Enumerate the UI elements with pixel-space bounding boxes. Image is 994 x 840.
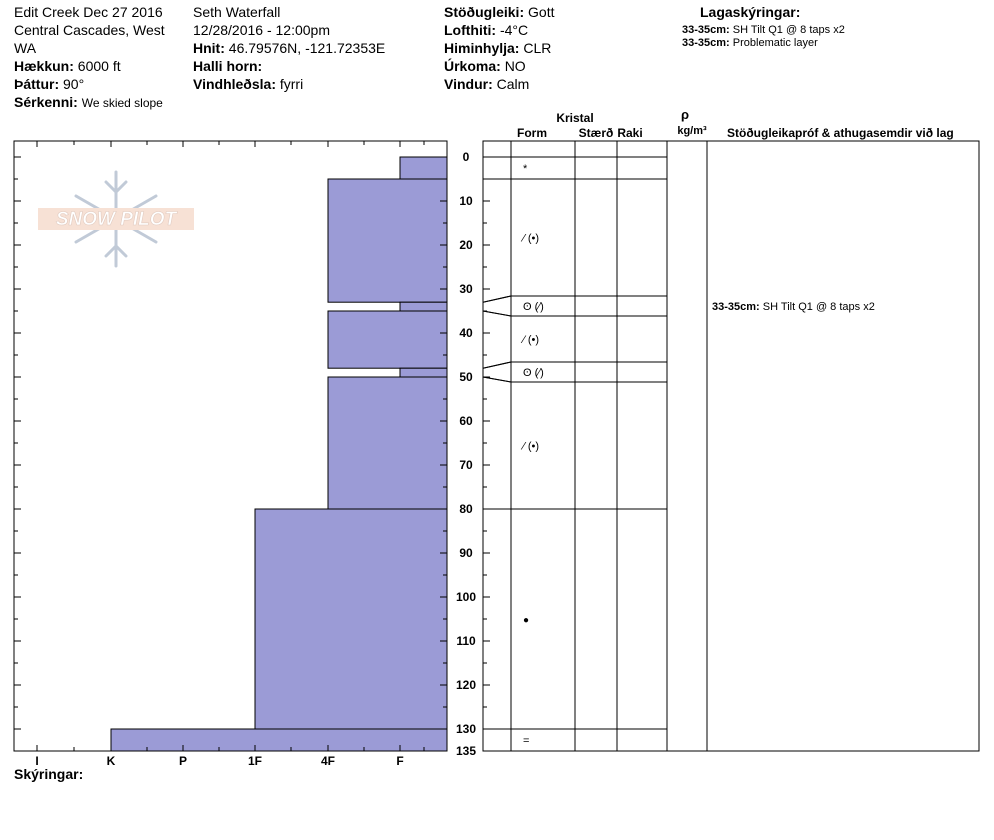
specifics-value: We skied slope bbox=[81, 96, 163, 110]
hardness-bar bbox=[400, 302, 447, 311]
elevation-value: 6000 ft bbox=[77, 58, 121, 74]
elevation-label: Hækkun: bbox=[14, 58, 74, 74]
layer-comment bbox=[712, 301, 875, 313]
air-temp-label: Lofthiti: bbox=[444, 22, 497, 38]
hardness-bar bbox=[328, 311, 447, 368]
hardness-bars bbox=[111, 157, 447, 751]
depth-tick-label: 110 bbox=[456, 634, 476, 648]
depth-tick-label: 60 bbox=[459, 414, 473, 428]
sky-label: Himinhylja: bbox=[444, 40, 520, 56]
stability-label: Stöðugleiki: bbox=[444, 4, 525, 20]
depth-tick-label: 40 bbox=[459, 326, 473, 340]
table-frame bbox=[483, 141, 979, 751]
crystal-form-symbol: * bbox=[523, 163, 528, 175]
depth-tick-label: 135 bbox=[455, 744, 477, 758]
depth-tick-label: 30 bbox=[459, 282, 473, 296]
stability-notes-header: Stöðugleikapróf & athugasemdir við lag bbox=[727, 126, 954, 140]
precip-value: NO bbox=[504, 58, 526, 74]
size-header: Stærð bbox=[578, 126, 614, 140]
crystal-header: Kristal bbox=[556, 111, 594, 125]
crystal-form-symbol: = bbox=[523, 735, 530, 747]
observer-name: Seth Waterfall bbox=[193, 4, 281, 20]
sky-value: CLR bbox=[523, 40, 552, 56]
logo-text: SNOW PILOT bbox=[55, 209, 177, 230]
hardness-tick-label: K bbox=[106, 754, 116, 768]
coords-label: Hnit: bbox=[193, 40, 225, 56]
layer-connector bbox=[483, 311, 511, 316]
density-unit-header: kg/m³ bbox=[677, 125, 707, 137]
legend-key: 33-35cm: bbox=[682, 24, 730, 36]
legend-title: Lagaskýringar: bbox=[700, 4, 801, 20]
hardness-tick-label: 4F bbox=[320, 754, 336, 768]
site-name: Edit Creek Dec 27 2016 bbox=[14, 4, 163, 20]
hardness-bar bbox=[400, 368, 447, 377]
hardness-bar bbox=[400, 157, 447, 179]
specifics-label: Sérkenni: bbox=[14, 94, 78, 110]
hardness-tick-label: I bbox=[35, 754, 39, 768]
layer-table bbox=[483, 141, 979, 751]
layer-connector bbox=[483, 377, 511, 382]
hardness-tick-label: F bbox=[396, 754, 404, 768]
rho-header: ρ bbox=[680, 107, 690, 122]
hardness-tick-label: 1F bbox=[247, 754, 263, 768]
snowpilot-logo bbox=[38, 172, 194, 266]
depth-tick-label: 100 bbox=[455, 590, 477, 604]
crystal-form-symbol: ʘ (⁄) bbox=[523, 301, 544, 313]
wind-value: Calm bbox=[496, 76, 530, 92]
wind-label: Vindur: bbox=[444, 76, 493, 92]
aspect-value: 90° bbox=[63, 76, 85, 92]
air-temp-value: -4°C bbox=[499, 22, 529, 38]
form-header: Form bbox=[517, 126, 547, 140]
depth-tick-label: 50 bbox=[459, 370, 473, 384]
crystal-form-symbol: ● bbox=[523, 615, 530, 626]
slope-label: Halli horn: bbox=[193, 58, 263, 74]
crystal-form-symbol: ⁄ (•) bbox=[523, 440, 540, 453]
precip-label: Úrkoma: bbox=[444, 58, 501, 74]
legend-text: Problematic layer bbox=[732, 37, 818, 49]
depth-tick-label: 20 bbox=[459, 238, 473, 252]
hardness-bar bbox=[328, 179, 447, 302]
depth-tick-label: 0 bbox=[462, 150, 470, 164]
layer-connector bbox=[483, 362, 511, 368]
coords-value: 46.79576N, -121.72353E bbox=[228, 40, 386, 56]
depth-tick-label: 130 bbox=[455, 722, 477, 736]
layer-comment-key: 33-35cm: bbox=[712, 301, 763, 313]
observation-datetime: 12/28/2016 - 12:00pm bbox=[193, 22, 330, 38]
hardness-tick-label: P bbox=[178, 754, 188, 768]
layer-comment-text: SH Tilt Q1 @ 8 taps x2 bbox=[762, 301, 875, 313]
crystal-form-symbol: ʘ (⁄) bbox=[523, 367, 544, 379]
depth-tick-label: 90 bbox=[459, 546, 473, 560]
crystal-form-symbol: ⁄ (•) bbox=[523, 232, 540, 245]
wind-loading-value: fyrri bbox=[279, 76, 304, 92]
moisture-header: Raki bbox=[617, 126, 643, 140]
site-state: WA bbox=[14, 40, 37, 56]
layer-connector bbox=[483, 296, 511, 302]
hardness-bar bbox=[111, 729, 447, 751]
depth-tick-label: 70 bbox=[459, 458, 473, 472]
stability-value: Gott bbox=[528, 4, 555, 20]
hardness-bar bbox=[328, 377, 447, 509]
legend-text: SH Tilt Q1 @ 8 taps x2 bbox=[732, 24, 845, 36]
site-region: Central Cascades, West bbox=[14, 22, 165, 38]
depth-tick-label: 80 bbox=[459, 502, 473, 516]
wind-loading-label: Vindhleðsla: bbox=[193, 76, 276, 92]
depth-tick-label: 10 bbox=[459, 194, 473, 208]
notes-label: Skýringar: bbox=[14, 766, 84, 782]
legend-key: 33-35cm: bbox=[682, 37, 730, 49]
depth-tick-label: 120 bbox=[455, 678, 477, 692]
crystal-form-symbol: ⁄ (•) bbox=[523, 334, 540, 346]
aspect-label: Þáttur: bbox=[14, 76, 60, 92]
hardness-bar bbox=[255, 509, 447, 729]
